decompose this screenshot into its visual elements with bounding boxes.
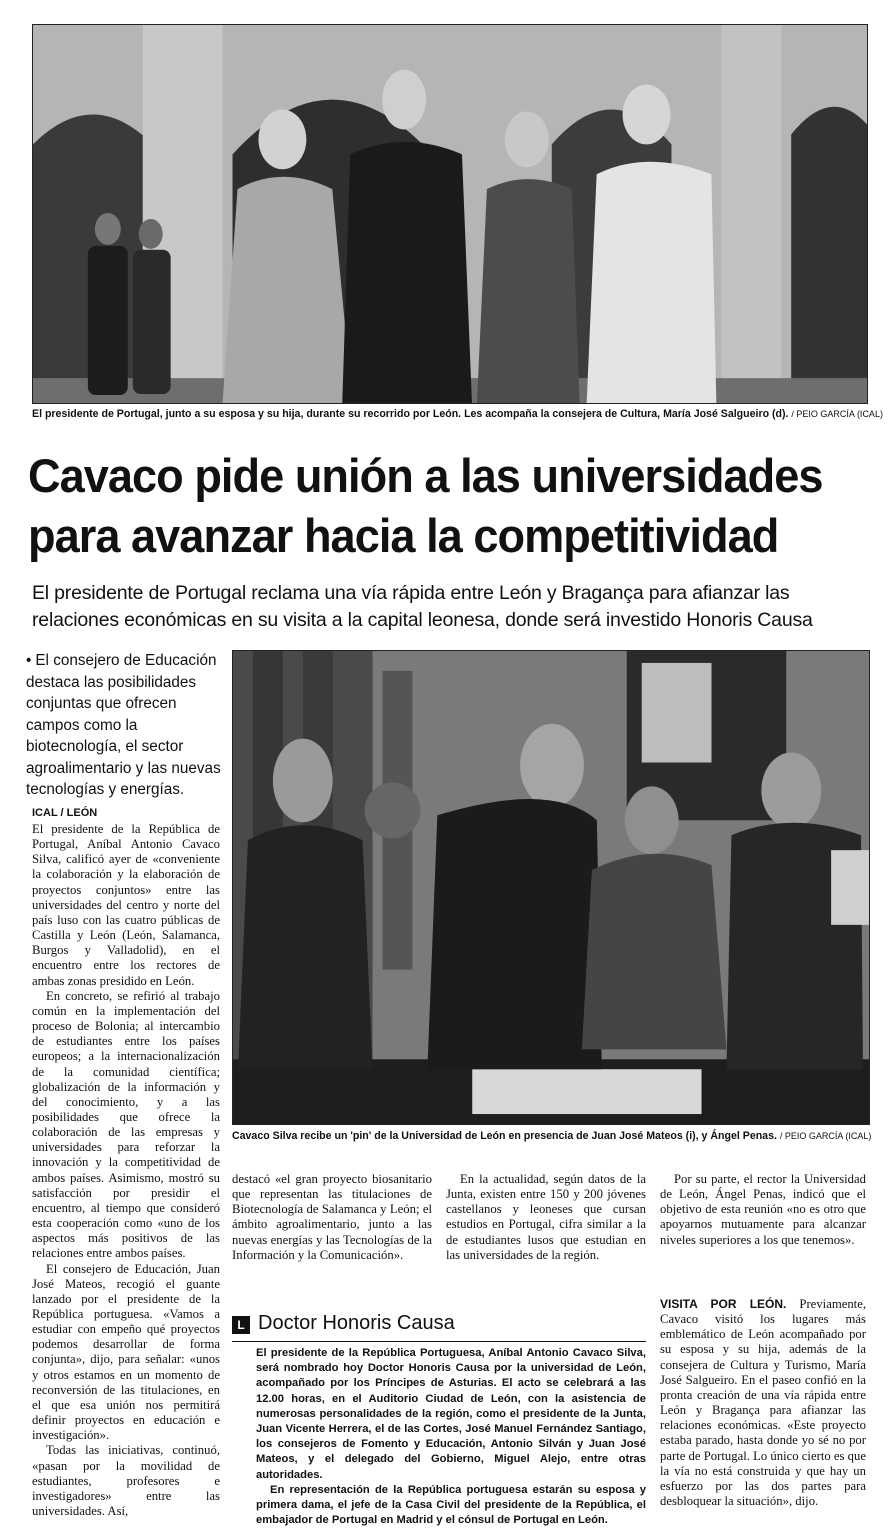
article-column-4: [660, 1172, 866, 1248]
summary-text: El consejero de Educación destaca las posibilidades conjuntas que ofrecen campos como la biotecnología, el sector agroalimentario y las nuevas tecnologías y energías.: [26, 652, 221, 798]
summary-box: [26, 650, 226, 801]
paragraph: En concreto, se refirió al trabajo común en la implementación del proceso de Bolonia; al intercambio de estudiantes entre los países europeos; a la internacionalización de la comunidad científica; globalización de la información y del conocimiento, y a las posibilidades que ofrece la colaboración de las empresas y universidades para reforzar la innovación y la competitividad de ambos países. Asimismo, mostró su satisfacción por presidir el encuentro, al tiempo que consideró esta cooperación como «uno de los aspectos más positivos de las relaciones entre ambos países.: [32, 988, 220, 1261]
headline: [28, 446, 844, 566]
visit-section: [660, 1297, 866, 1509]
paragraph: En representación de la República portuguesa estarán su esposa y primera dama, el jefe de la Casa Civil del presidente de la República, el embajador de Portugal en Madrid y el cónsul de Portugal en León.: [256, 1483, 646, 1527]
sidebar-box-header: [232, 1310, 646, 1342]
top-photo-caption: [32, 408, 883, 420]
top-photo-credit: / PEIO GARCÍA (ICAL): [791, 409, 883, 419]
paragraph: El presidente de la República Portuguesa, Aníbal Antonio Cavaco Silva, será nombrado hoy Doctor Honoris Causa por la universidad de León, acompañado por los Príncipes de Asturias. El acto se celebrará a las 12.00 horas, en el Auditorio Ciudad de León, con la asistencia de numerosas personalidades de la región, como el presidente de la Junta, Juan Vicente Herrera, el de las Cortes, José Manuel Fernández Santiago, los consejeros de Fomento y Educación, Antonio Silván y Juan José Mateos, y el delegado del Gobierno, Miguel Alejo, entre otras autoridades.: [256, 1347, 646, 1481]
newspaper-logo-icon: L: [232, 1316, 250, 1334]
middle-photo-image: [233, 651, 869, 1124]
middle-photo-credit: / PEIO GARCÍA (ICAL): [779, 1131, 872, 1141]
byline: ICAL / LEÓN: [32, 807, 98, 819]
article-column-2: [232, 1172, 432, 1263]
paragraph: Por su parte, el rector la Universidad de León, Ángel Penas, indicó que el objetivo de esta reunión «no es otro que apoyarnos mutuamente para alcanzar niveles superiores a los que tenemos».: [660, 1172, 866, 1247]
middle-photo: [232, 650, 870, 1125]
section-lead: VISITA POR LEÓN.: [660, 1297, 787, 1311]
sidebar-box-title: Doctor Honoris Causa: [258, 1312, 455, 1334]
middle-photo-caption: [232, 1130, 872, 1142]
top-photo: [32, 24, 868, 404]
paragraph: Todas las iniciativas, continuó, «pasan por la movilidad de estudiantes, profesores e investigadores» entre las universidades. Así,: [32, 1443, 220, 1519]
article-column-3: [446, 1172, 646, 1263]
top-photo-image: [33, 25, 867, 403]
paragraph: El consejero de Educación, Juan José Mateos, recogió el guante lanzado por el presidente de la República portuguesa. «Vamos a estudiar con empeño qué proyectos podemos desarrollar de forma conjunta», dijo, para señalar: «unos y otros estamos en un momento de reconversión de las titulaciones, en el que esa unión nos permitirá definir proyectos en educación e investigación».: [32, 1261, 220, 1443]
sidebar-box: [256, 1346, 646, 1528]
headline-line-2: para avanzar hacia la competitividad: [28, 509, 779, 562]
section-text: Previamente, Cavaco visitó los lugares más emblemático de León acompañado por su esposa y su hija, además de la consejera de Cultura y Turismo, María José Salgueiro. En el paseo confió en la pronta creación de una vía rápida entre León y Bragança para afianzar las relaciones económicas. «Este proyecto estaba parado, hasta donde yo sé no por parte de Portugal. Lo único cierto es que la vía no está construida y que hay un esfuerzo por las dos partes para desbloquear la situación», dijo.: [660, 1297, 866, 1509]
paragraph: [660, 1297, 866, 1509]
paragraph: destacó «el gran proyecto biosanitario que representan las titulaciones de Biotecnología de Salamanca y León; el ámbito agroalimentario, junto a las nuevas energías y las Tecnologías de la Información y la Comunicación».: [232, 1172, 432, 1262]
article-column-1: [32, 822, 220, 1519]
middle-photo-caption-text: Cavaco Silva recibe un 'pin' de la Universidad de León en presencia de Juan José Mateos (i), y Ángel Penas.: [232, 1130, 777, 1142]
headline-line-1: Cavaco pide unión a las universidades: [28, 449, 823, 502]
summary-bullet: •: [26, 652, 32, 669]
paragraph: El presidente de la República de Portugal, Aníbal Antonio Cavaco Silva, calificó ayer de «conveniente la colaboración y la elaboración de proyectos conjuntos» entre las universidades del centro y norte del país luso con las cuatro públicas de Castilla y León (León, Salamanca, Burgos y Valladolid), en el encuentro entre los rectores de ambas zonas presidido en León.: [32, 822, 220, 988]
top-photo-caption-text: El presidente de Portugal, junto a su esposa y su hija, durante su recorrido por León. Les acompaña la consejera de Cultura, María José Salgueiro (d).: [32, 408, 789, 420]
subheadline: El presidente de Portugal reclama una vía rápida entre León y Bragança para afianzar las relaciones económicas en su visita a la capital leonesa, donde será investido Honoris Causa: [32, 582, 813, 631]
paragraph: En la actualidad, según datos de la Junta, existen entre 150 y 200 jóvenes castellanos y leoneses que cursan estudios en Portugal, cifra similar a la de estudiantes lusos que estudian en las universidades de la región.: [446, 1172, 646, 1262]
